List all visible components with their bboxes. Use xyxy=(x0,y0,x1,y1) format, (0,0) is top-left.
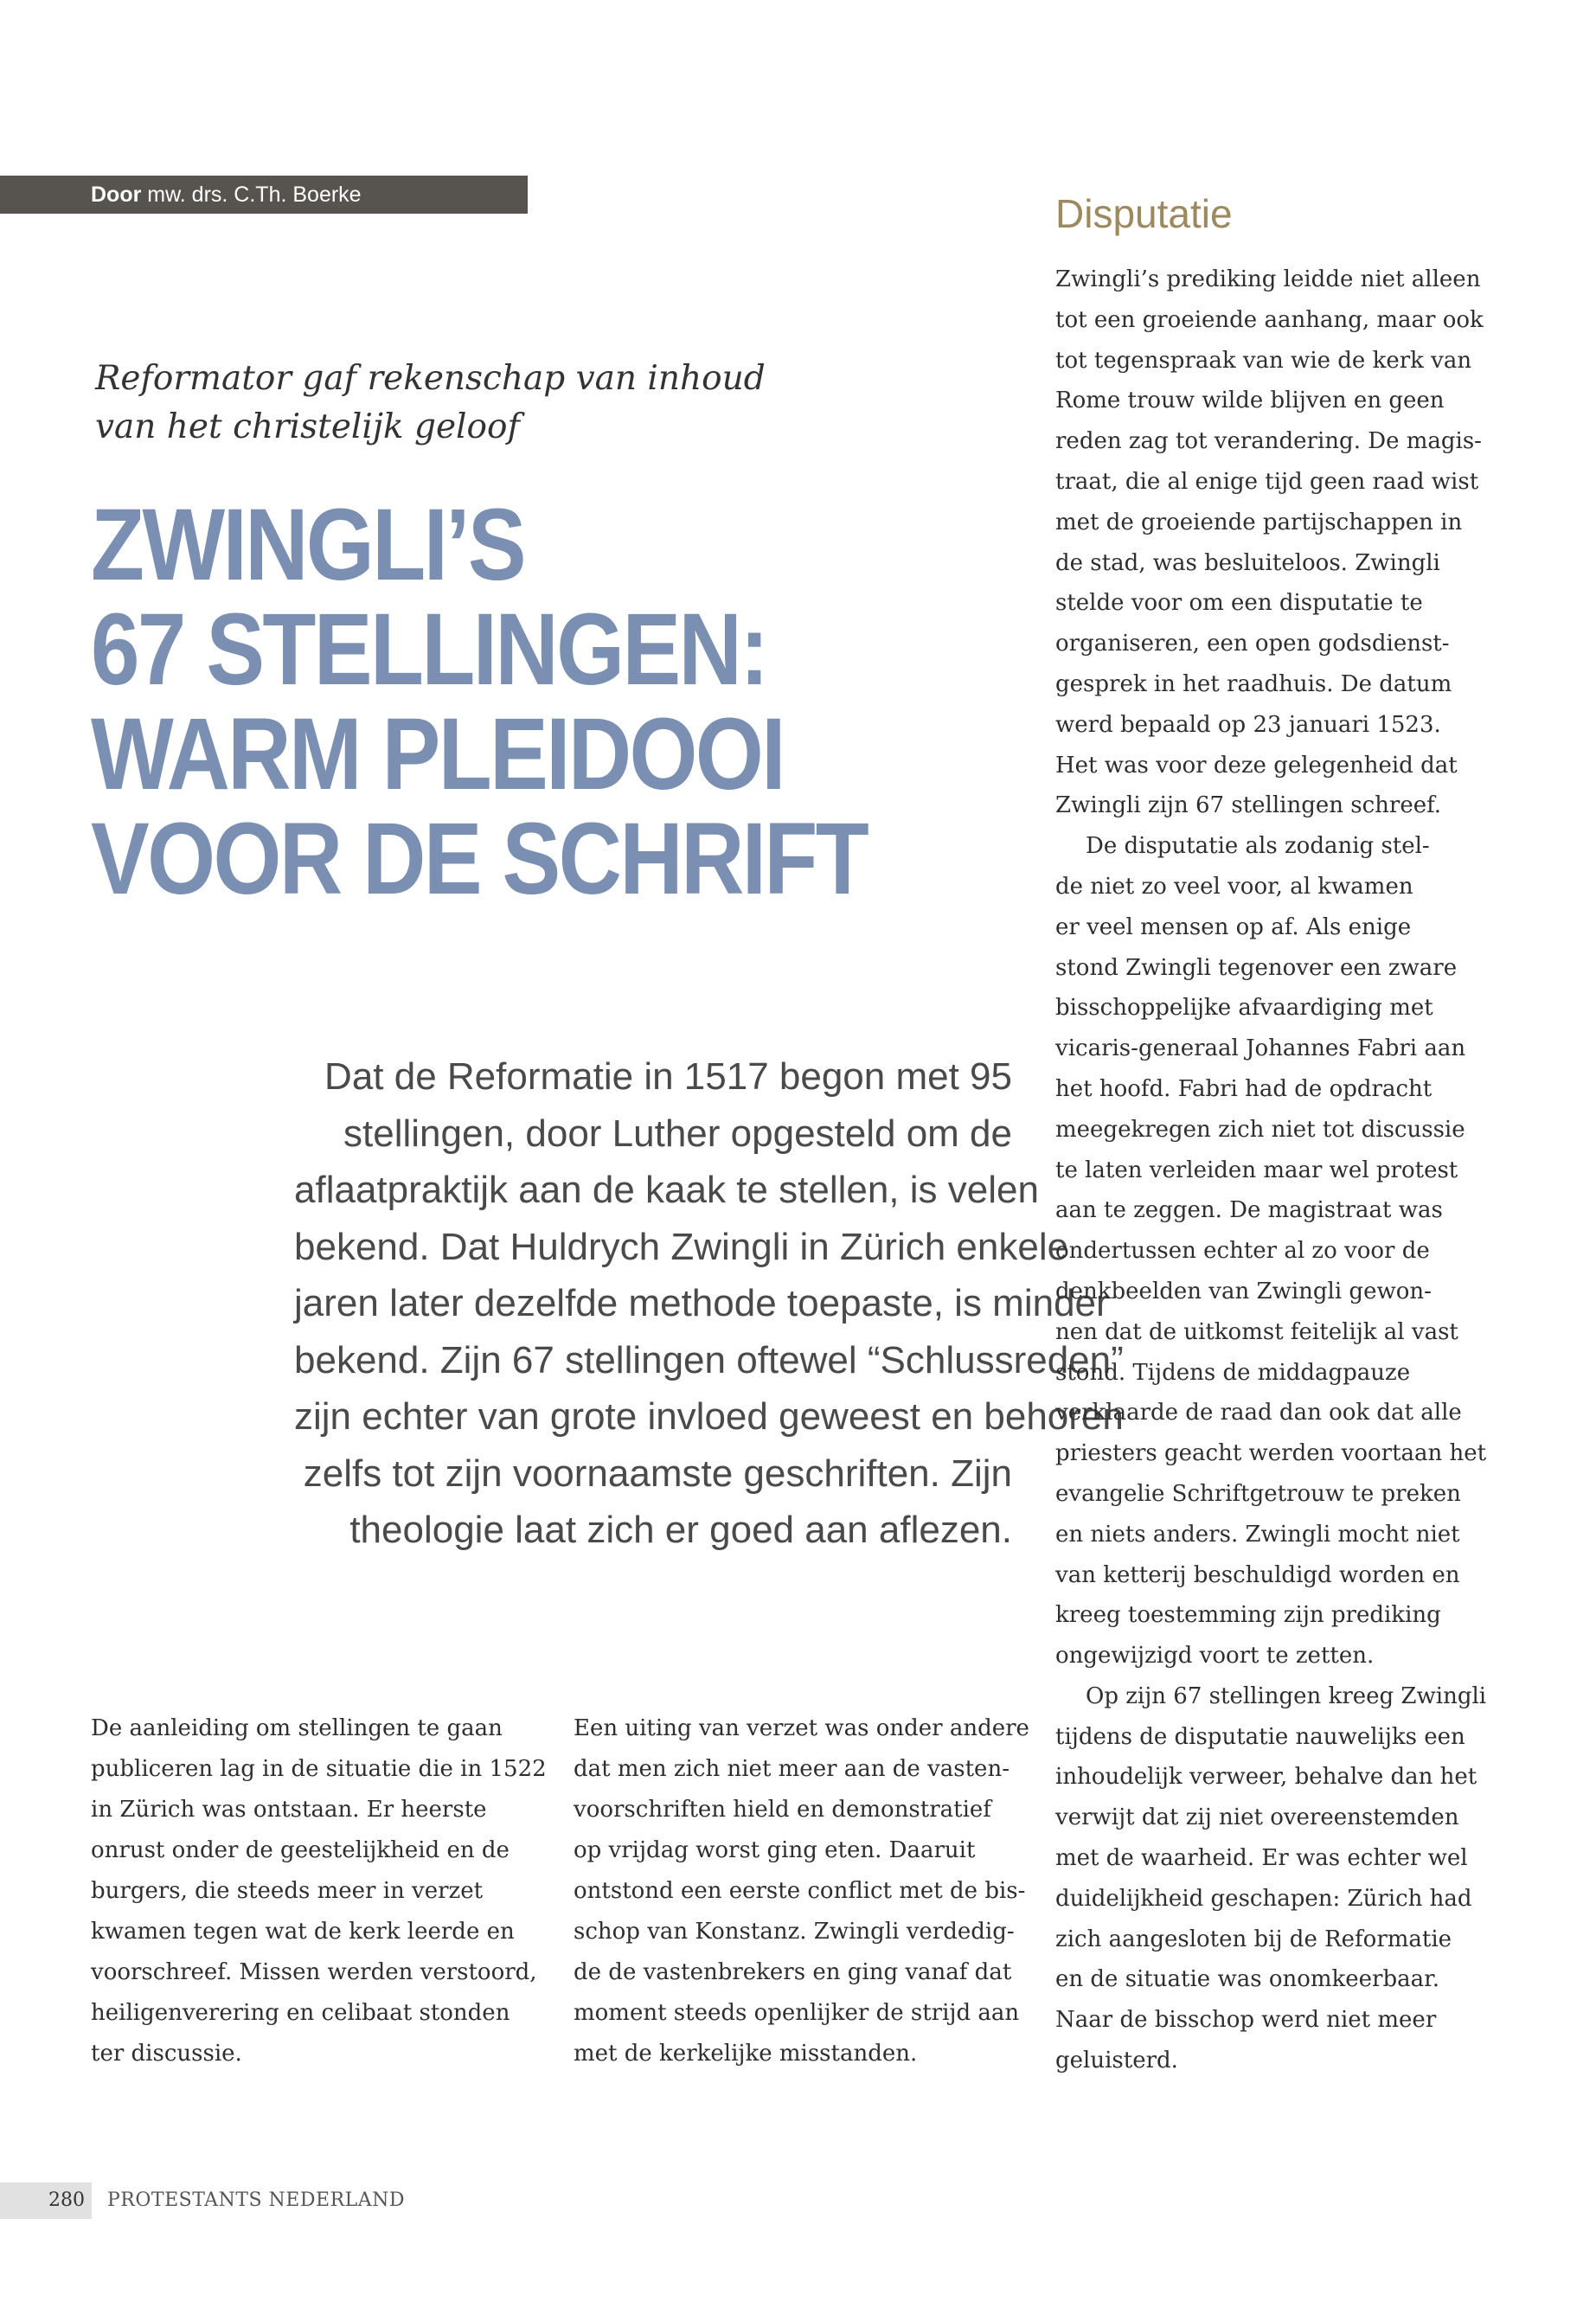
lede-line: jaren later dezelfde methode toepaste, is minder xyxy=(294,1282,1109,1324)
body-line: nen dat de uitkomst feitelijk al vast xyxy=(1055,1318,1458,1345)
body-line: tijdens de disputatie nauwelijks een xyxy=(1055,1723,1465,1750)
body-line: met de waarheid. Er was echter wel xyxy=(1055,1845,1468,1872)
body-line: met de groeiende partijschappen in xyxy=(1055,509,1463,535)
body-line: heiligenverering en celibaat stonden xyxy=(91,2000,510,2026)
body-line: met de kerkelijke misstanden. xyxy=(574,2041,918,2067)
body-line: de de vastenbrekers en ging vanaf dat xyxy=(574,1959,1012,1985)
lede-line: Dat de Reformatie in 1517 begon met 95 xyxy=(324,1055,1012,1098)
body-line: reden zag tot verandering. De magis- xyxy=(1055,428,1482,455)
body-line: organiseren, een open godsdienst- xyxy=(1055,631,1450,657)
lede-line: aflaatpraktijk aan de kaak te stellen, is velen xyxy=(294,1169,1039,1211)
body-line: werd bepaald op 23 januari 1523. xyxy=(1055,711,1441,738)
title-line: 67 STELLINGEN: xyxy=(91,593,767,707)
body-line: burgers, die steeds meer in verzet xyxy=(91,1878,484,1904)
body-line: tot een groeiende aanhang, maar ook xyxy=(1055,306,1484,333)
body-line: verwijt dat zij niet overeenstemden xyxy=(1055,1804,1459,1831)
body-line: en de situatie was onomkeerbaar. xyxy=(1055,1966,1439,1993)
lede-line: bekend. Dat Huldrych Zwingli in Zürich enkele xyxy=(294,1225,1069,1268)
body-line: publiceren lag in de situatie die in 1522 xyxy=(91,1756,547,1782)
body-line: Op zijn 67 stellingen kreeg Zwingli xyxy=(1086,1682,1487,1709)
column-3-text xyxy=(1055,260,1540,2081)
subtitle-line: van het christelijk geloof xyxy=(95,407,520,446)
body-line: verklaarde de raad dan ook dat alle xyxy=(1055,1400,1462,1426)
publication-name: PROTESTANTS NEDERLAND xyxy=(107,2189,406,2211)
subtitle-line: Reformator gaf rekenschap van inhoud xyxy=(95,359,766,398)
lede-line: zijn echter van grote invloed geweest en behoren xyxy=(294,1395,1124,1438)
body-line: tot tegenspraak van wie de kerk van xyxy=(1055,347,1472,374)
body-line: inhoudelijk verweer, behalve dan het xyxy=(1055,1764,1477,1791)
body-line: de niet zo veel voor, al kwamen xyxy=(1055,873,1413,900)
body-line: stond. Tijdens de middagpauze xyxy=(1055,1359,1411,1386)
body-column-1 xyxy=(91,1708,547,2074)
body-line: moment steeds openlijker de strijd aan xyxy=(574,2000,1020,2026)
body-line: kreeg toestemming zijn prediking xyxy=(1055,1602,1441,1629)
body-line: geluisterd. xyxy=(1055,2048,1178,2074)
body-line: zich aangesloten bij de Reformatie xyxy=(1055,1926,1452,1952)
body-line: duidelijkheid geschapen: Zürich had xyxy=(1055,1885,1472,1912)
body-line: traat, die al enige tijd geen raad wist xyxy=(1055,468,1479,495)
body-column-3 xyxy=(1055,183,1540,2081)
byline-label: Door xyxy=(91,183,142,207)
title-line: VOOR DE SCHRIFT xyxy=(91,802,868,916)
body-line: ter discussie. xyxy=(91,2041,242,2067)
body-line: bisschoppelijke afvaardiging met xyxy=(1055,995,1433,1022)
body-line: De aanleiding om stellingen te gaan xyxy=(91,1715,503,1741)
lede-line: stellingen, door Luther opgesteld om de xyxy=(343,1112,1012,1155)
body-line: meegekregen zich niet tot discussie xyxy=(1055,1116,1465,1143)
body-line: ontstond een eerste conflict met de bis- xyxy=(574,1878,1026,1904)
body-line: en niets anders. Zwingli mocht niet xyxy=(1055,1521,1460,1548)
body-line: priesters geacht werden voortaan het xyxy=(1055,1440,1487,1467)
body-line: stond Zwingli tegenover een zware xyxy=(1055,954,1458,981)
body-line: De disputatie als zodanig stel- xyxy=(1086,833,1430,860)
body-line: op vrijdag worst ging eten. Daaruit xyxy=(574,1837,976,1863)
body-line: schop van Konstanz. Zwingli verdedig- xyxy=(574,1919,1015,1945)
article-subtitle xyxy=(95,355,787,452)
body-line: in Zürich was ontstaan. Er heerste xyxy=(91,1797,487,1823)
lede-line: theologie laat zich er goed aan aflezen. xyxy=(349,1509,1012,1551)
body-line: aan te zeggen. De magistraat was xyxy=(1055,1197,1443,1224)
article-lede xyxy=(294,1048,1124,1559)
body-column-2 xyxy=(574,1708,1029,2074)
body-line: voorschriften hield en demonstratief xyxy=(574,1797,991,1823)
author-byline xyxy=(0,176,528,214)
body-line: de stad, was besluiteloos. Zwingli xyxy=(1055,549,1440,576)
body-line: onrust onder de geestelijkheid en de xyxy=(91,1837,510,1863)
body-line: ondertussen echter al zo voor de xyxy=(1055,1238,1430,1265)
body-line: Zwingli’s prediking leidde niet alleen xyxy=(1055,266,1481,292)
body-line: dat men zich niet meer aan de vasten- xyxy=(574,1756,1010,1782)
section-heading-disputatie: Disputatie xyxy=(1055,191,1233,236)
lede-line: bekend. Zijn 67 stellingen oftewel “Schlussreden” xyxy=(294,1338,1124,1381)
body-line: gesprek in het raadhuis. De datum xyxy=(1055,670,1452,697)
body-line: te laten verleiden maar wel protest xyxy=(1055,1157,1458,1183)
title-line: ZWINGLI’S xyxy=(91,488,525,602)
body-line: vicaris-generaal Johannes Fabri aan xyxy=(1055,1035,1466,1062)
body-line: Het was voor deze gelegenheid dat xyxy=(1055,752,1458,779)
body-line: Rome trouw wilde blijven en geen xyxy=(1055,388,1445,414)
body-line: van ketterij beschuldigd worden en xyxy=(1055,1561,1460,1588)
body-line: er veel mensen op af. Als enige xyxy=(1055,913,1412,940)
byline-author: mw. drs. C.Th. Boerke xyxy=(147,183,362,207)
article-title xyxy=(91,488,868,916)
body-line: kwamen tegen wat de kerk leerde en xyxy=(91,1919,515,1945)
title-line: WARM PLEIDOOI xyxy=(91,697,784,811)
body-line: voorschreef. Missen werden verstoord, xyxy=(91,1959,537,1985)
body-line: Zwingli zijn 67 stellingen schreef. xyxy=(1055,792,1442,819)
body-line: denkbeelden van Zwingli gewon- xyxy=(1055,1278,1432,1304)
body-line: stelde voor om een disputatie te xyxy=(1055,590,1423,617)
body-line: Naar de bisschop werd niet meer xyxy=(1055,2007,1437,2034)
body-line: evangelie Schriftgetrouw te preken xyxy=(1055,1480,1461,1507)
lede-line: zelfs tot zijn voornaamste geschriften. Zijn xyxy=(303,1452,1012,1495)
page-number: 280 xyxy=(0,2182,92,2219)
body-line: Een uiting van verzet was onder andere xyxy=(574,1715,1029,1741)
body-line: ongewijzigd voort te zetten. xyxy=(1055,1643,1375,1670)
body-line: het hoofd. Fabri had de opdracht xyxy=(1055,1075,1433,1102)
